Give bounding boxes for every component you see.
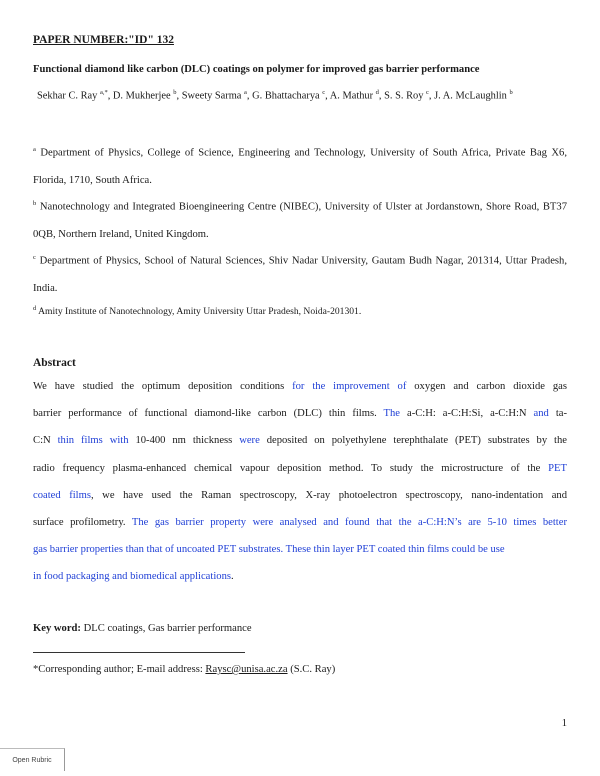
author-separator: , [107,90,113,102]
author-separator: , [378,90,385,102]
highlighted-text: The gas barrier property were analysed and found that the a-C:H:N’s are 5-10 times better [131,517,567,529]
affiliation-text: Amity Institute of Nanotechnology, Amity University Uttar Pradesh, Noida-201301. [38,306,362,318]
affiliation-text: Department of Physics, College of Science, Engineering and Technology, University of South Africa, Private Bag X6, Florida, 1710, South Africa. [33,147,567,186]
keywords-label: Key word: [33,623,81,634]
paper-number: PAPER NUMBER:"ID" 132 [33,34,174,46]
abstract-text: barrier performance of functional diamond-like carbon (DLC) thin films. [33,408,384,420]
abstract-line [33,563,567,590]
open-rubric-label: Open Rubric [0,748,65,771]
abstract-text: oxygen and carbon dioxide gas [406,381,567,392]
author-separator: , [246,90,253,102]
author-name: S. S. Roy [384,90,424,102]
author-affiliation-marker: d [375,89,379,96]
keywords [33,623,252,634]
highlighted-text: gas barrier properties than that of uncoated PET substrates. These thin layer PET coated thin films could be use [33,544,505,556]
abstract-heading: Abstract [33,357,76,369]
highlighted-text: PET [548,462,567,474]
author-separator: , [325,90,330,102]
highlighted-text: were [239,435,260,447]
abstract-line [33,373,567,400]
author-affiliation-marker: c [322,89,326,96]
author-affiliation-marker: b [509,89,513,96]
abstract-text: deposited on polyethylene terephthalate (PET) substrates by the [259,435,567,447]
footnote-divider [33,652,245,653]
author-list [37,89,513,101]
abstract-body [33,373,567,591]
abstract-text: C:N [33,435,58,447]
abstract-line [33,509,567,536]
author-name: J. A. McLaughlin [434,90,507,102]
corresponding-author-note [33,664,335,675]
abstract-text: ta- [548,408,567,420]
author-name: D. Mukherjee [112,90,171,102]
affiliation-marker: a [33,146,36,153]
author-name: Sekhar C. Ray [37,90,98,102]
abstract-line [33,455,567,482]
abstract-text: surface profilometry. [33,517,132,529]
affiliation-text: Nanotechnology and Integrated Bioengineering Centre (NIBEC), University of Ulster at Jordanstown, Shore Road, BT37 0QB, Northern Ireland, United Kingdom. [33,201,567,240]
abstract-text: . [231,571,234,583]
highlighted-text: and [533,408,549,420]
page-number: 1 [561,718,567,729]
abstract-text: , we have used the Raman spectroscopy, X-ray photoelectron spectroscopy, nano-indentation and [90,489,567,501]
author-email-link[interactable]: Raysc@unisa.ac.za [205,664,288,675]
abstract-line [33,536,567,563]
author-affiliation-marker: a,* [99,89,108,96]
abstract-text: radio frequency plasma-enhanced chemical vapour deposition method. To study the microstructure of the [33,462,549,474]
affiliation-marker: c [33,254,36,261]
author-name: G. Bhattacharya [252,90,320,102]
highlighted-text: coated films [33,489,91,501]
author-affiliation-marker: c [426,89,429,96]
author-separator: , [428,90,435,102]
abstract-text: We have studied the optimum deposition conditions [33,381,293,392]
abstract-line [33,400,567,427]
abstract-text: 10-400 nm thickness [128,435,240,447]
highlighted-text: thin films with [57,435,129,447]
footnote-suffix: (S.C. Ray) [287,664,336,675]
affiliation-marker: d [33,305,37,312]
affiliation-marker: b [33,200,37,207]
highlighted-text: The [383,408,401,420]
keywords-text: DLC coatings, Gas barrier performance [80,623,252,634]
author-separator: , [176,90,182,102]
author-affiliation-marker: b [173,89,177,96]
abstract-line [33,482,567,509]
author-name: Sweety Sarma [181,90,242,102]
highlighted-text: for the improvement of [292,381,407,392]
affiliation-text: Department of Physics, School of Natural Sciences, Shiv Nadar University, Gautam Budh Nagar, 201314, Uttar Pradesh, India. [33,255,568,294]
author-affiliation-marker: a [244,89,247,96]
paper-title: Functional diamond like carbon (DLC) coatings on polymer for improved gas barrier performance [33,64,480,75]
footnote-prefix: *Corresponding author; E-mail address: [33,664,206,675]
affiliation-c [33,244,567,302]
abstract-text: a-C:H: a-C:H:Si, a-C:H:N [400,408,534,420]
affiliation-d [33,305,361,317]
affiliation-a [33,136,567,194]
abstract-line [33,427,567,454]
affiliation-b [33,190,567,248]
author-name: A. Mathur [329,90,374,102]
highlighted-text: in food packaging and biomedical applications [33,571,231,583]
